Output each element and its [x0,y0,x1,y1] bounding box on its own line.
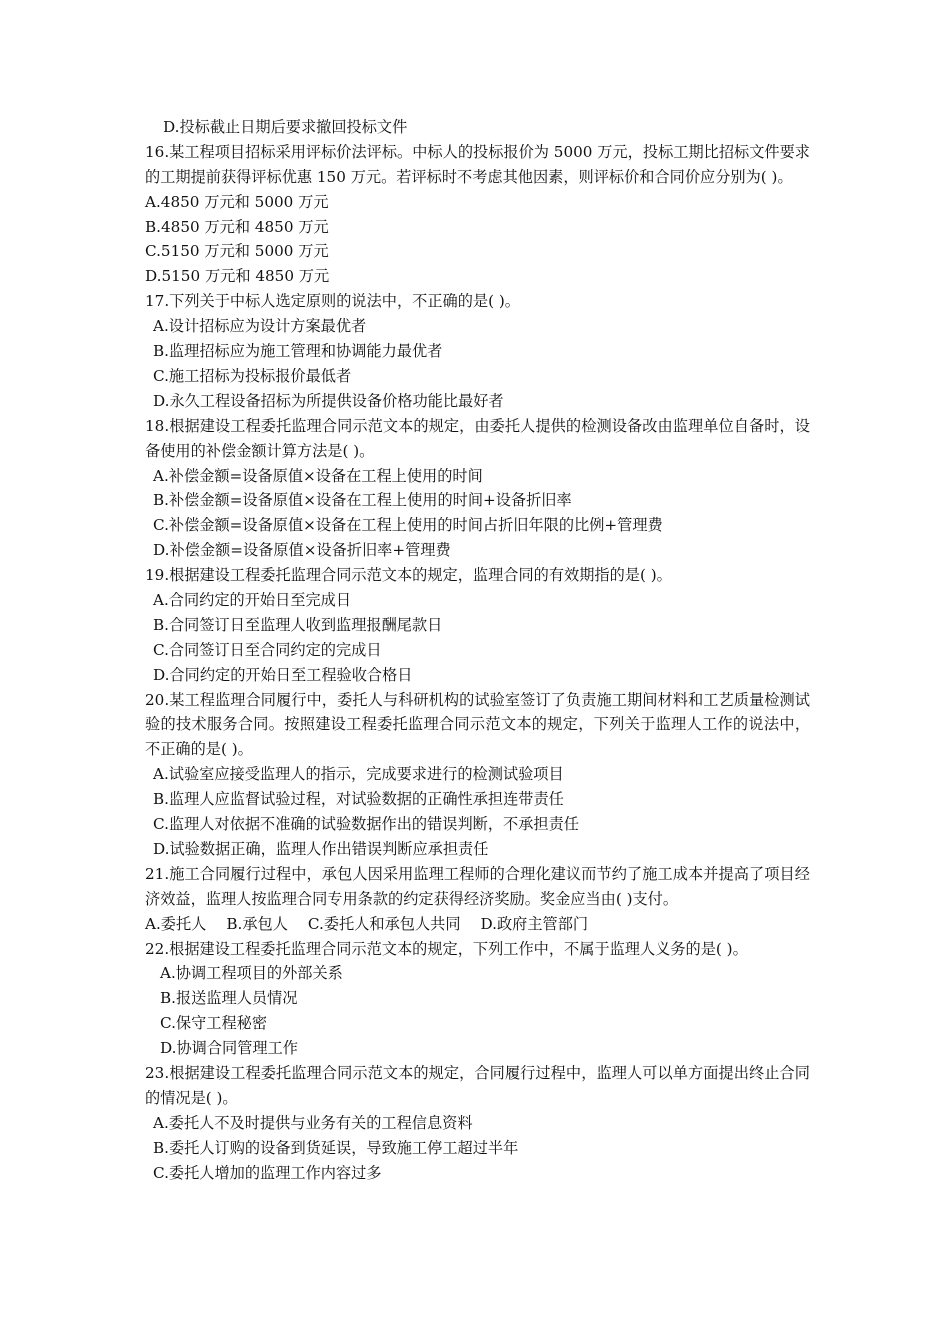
question-stem: 17.下列关于中标人选定原则的说法中，不正确的是( )。 [145,292,520,311]
question-18 [145,414,810,563]
option-a: A.协调工程项目的外部关系 [160,964,343,983]
option-c: C.施工招标为投标报价最低者 [153,366,352,385]
option-c: C.合同签订日至合同约定的完成日 [153,640,382,659]
question-stem: 21.施工合同履行过程中，承包人因采用监理工程师的合理化建议而节约了施工成本并提高了项目经济效益，监理人按监理合同专用条款的约定获得经济奖励。奖金应当由( )支付。 [145,864,810,908]
question-19 [145,563,810,687]
option-a: A.试验室应接受监理人的指示，完成要求进行的检测试验项目 [153,765,564,784]
question-stem: 16.某工程项目招标采用评标价法评标。中标人的投标报价为 5000 万元，投标工期比招标文件要求的工期提前获得评标优惠 150 万元。若评标时不考虑其他因素，则评标价和合同价应分别为( )。 [145,142,810,186]
question-stem: 20.某工程监理合同履行中，委托人与科研机构的试验室签订了负责施工期间材料和工艺质量检测试验的技术服务合同。按照建设工程委托监理合同示范文本的规定，下列关于监理人工作的说法中，不正确的是( )。 [145,690,810,759]
option-a: A.合同约定的开始日至完成日 [153,591,352,610]
option-a: A.委托人不及时提供与业务有关的工程信息资料 [153,1113,473,1132]
option-a: A.委托人 [145,914,207,933]
option-b: B.委托人订购的设备到货延误，导致施工停工超过半年 [153,1138,519,1157]
option-b: B.合同签订日至监理人收到监理报酬尾款日 [153,615,443,634]
option-b: B.监理人应监督试验过程，对试验数据的正确性承担连带责任 [153,790,564,809]
option-c: C.监理人对依据不准确的试验数据作出的错误判断，不承担责任 [153,815,579,834]
options-row [145,912,810,937]
question-stem: 19.根据建设工程委托监理合同示范文本的规定，监理合同的有效期指的是( )。 [145,566,672,585]
question-20 [145,688,810,862]
option-c: C.5150 万元和 5000 万元 [145,242,329,261]
option-b: B.监理招标应为施工管理和协调能力最优者 [153,342,443,361]
option-b: B.承包人 [226,914,288,933]
question-22 [145,937,810,1061]
question-16 [145,140,810,289]
question-23 [145,1061,810,1185]
option-c: C.委托人和承包人共同 [307,914,461,933]
q15-option-d: D.投标截止日期后要求撤回投标文件 [163,118,408,136]
option-b: B.4850 万元和 4850 万元 [145,217,329,236]
option-d: D.永久工程设备招标为所提供设备价格功能比最好者 [153,391,504,410]
option-a: A.4850 万元和 5000 万元 [145,192,329,211]
question-17 [145,289,810,413]
option-d: D.合同约定的开始日至工程验收合格日 [153,665,413,684]
option-d: D.试验数据正确，监理人作出错误判断应承担责任 [153,839,489,858]
question-stem: 23.根据建设工程委托监理合同示范文本的规定，合同履行过程中，监理人可以单方面提出终止合同的情况是( )。 [145,1064,810,1107]
option-c: C.委托人增加的监理工作内容过多 [153,1163,382,1182]
option-d: D.5150 万元和 4850 万元 [145,267,330,286]
option-a: A.设计招标应为设计方案最优者 [153,317,367,336]
question-21 [145,862,810,937]
option-c: C.补偿金额=设备原值×设备在工程上使用的时间占折旧年限的比例+管理费 [153,516,663,535]
option-d: D.政府主管部门 [480,914,589,933]
question-stem: 22.根据建设工程委托监理合同示范文本的规定，下列工作中，不属于监理人义务的是( )。 [145,939,748,958]
option-b: B.报送监理人员情况 [160,989,298,1008]
option-c: C.保守工程秘密 [160,1014,268,1033]
option-b: B.补偿金额=设备原值×设备在工程上使用的时间+设备折旧率 [153,491,572,510]
option-d: D.补偿金额=设备原值×设备折旧率+管理费 [153,541,451,560]
exam-text [145,115,810,1186]
option-d: D.协调合同管理工作 [160,1039,298,1058]
question-stem: 18.根据建设工程委托监理合同示范文本的规定，由委托人提供的检测设备改由监理单位自备时，设备使用的补偿金额计算方法是( )。 [145,416,810,460]
option-a: A.补偿金额=设备原值×设备在工程上使用的时间 [153,466,483,485]
